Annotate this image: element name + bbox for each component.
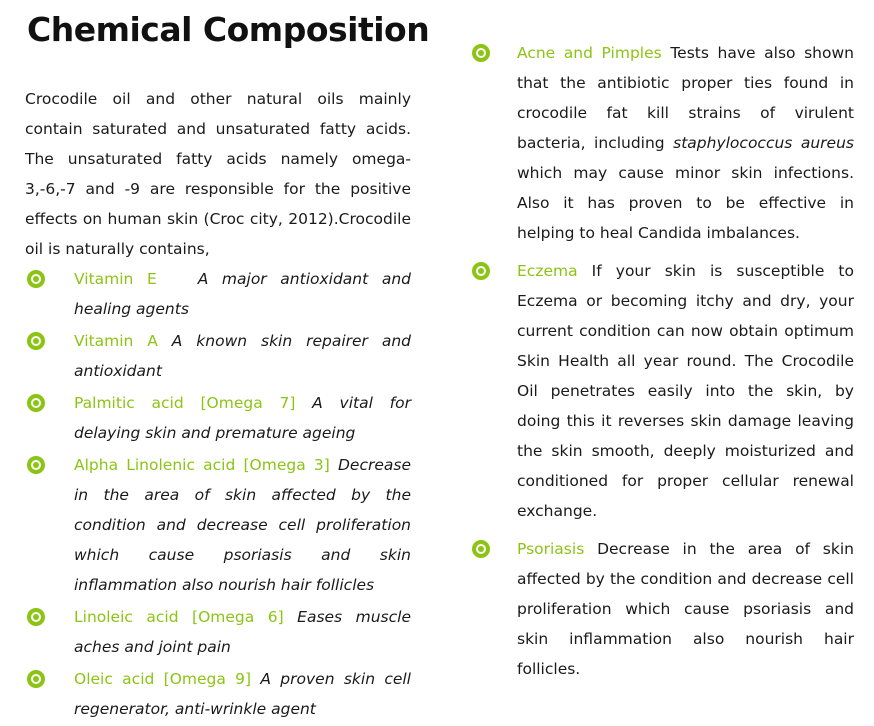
ring-bullet-icon xyxy=(27,608,45,626)
right-column xyxy=(470,38,854,692)
item-term: Vitamin A xyxy=(74,332,158,350)
item-term: Acne and Pimples xyxy=(517,44,662,62)
item-desc: A vital for delaying skin and premature ageing xyxy=(74,394,411,442)
item-term: Alpha Linolenic acid [Omega 3] xyxy=(74,456,330,474)
item-term: Palmitic acid [Omega 7] xyxy=(74,394,296,412)
ring-bullet-icon xyxy=(27,456,45,474)
item-desc: A major antioxidant and healing agents xyxy=(74,270,411,318)
list-item-alpha-linolenic-acid xyxy=(25,450,411,600)
item-desc-before: Tests have also shown that the antibiotic proper ties found in crocodile fat kill strains of virulent bacteria, including xyxy=(517,44,854,152)
ring-bullet-icon xyxy=(27,394,45,412)
list-item-vitamin-e xyxy=(25,264,411,324)
item-term: Vitamin E xyxy=(74,270,157,288)
item-desc: If your skin is susceptible to Eczema or becoming itchy and dry, your current condition can now obtain optimum Skin Health all year round. The Crocodile Oil penetrates easily into the skin, by doing this it reverses skin damage leaving the skin smooth, deeply moisturized and conditioned for proper cellular renewal exchange. xyxy=(517,262,854,520)
list-item-psoriasis xyxy=(470,534,854,684)
ring-bullet-icon xyxy=(27,670,45,688)
list-item-linoleic-acid xyxy=(25,602,411,662)
item-desc-after: which may cause minor skin infections. Also it has proven to be effective in helping to heal Candida imbalances. xyxy=(517,164,854,242)
list-item-oleic-acid xyxy=(25,664,411,724)
list-item-eczema xyxy=(470,256,854,526)
left-column xyxy=(25,10,430,726)
ring-bullet-icon xyxy=(27,270,45,288)
ring-bullet-icon xyxy=(472,540,490,558)
composition-list xyxy=(25,264,411,724)
item-term: Oleic acid [Omega 9] xyxy=(74,670,252,688)
page-title: Chemical Composition xyxy=(27,10,430,49)
list-item-acne-and-pimples xyxy=(470,38,854,248)
species-name: staphylococcus aureus xyxy=(673,134,854,152)
item-desc: Eases muscle aches and joint pain xyxy=(74,608,411,656)
item-term: Psoriasis xyxy=(517,540,585,558)
intro-paragraph: Crocodile oil and other natural oils mainly contain saturated and unsaturated fatty acids. The unsaturated fatty acids namely omega-3,-6,-7 and -9 are responsible for the positive effects on human skin (Croc city, 2012).Crocodile oil is naturally contains, xyxy=(25,90,411,258)
item-desc: Decrease in the area of skin affected by the condition and decrease cell proliferation which cause psoriasis and skin inflammation also nourish hair follicles xyxy=(74,456,411,594)
ring-bullet-icon xyxy=(472,44,490,62)
list-item-palmitic-acid xyxy=(25,388,411,448)
ring-bullet-icon xyxy=(472,262,490,280)
benefits-list xyxy=(470,38,854,684)
ring-bullet-icon xyxy=(27,332,45,350)
item-desc: Decrease in the area of skin affected by the condition and decrease cell proliferation which cause psoriasis and skin inflammation also nourish hair follicles. xyxy=(517,540,854,678)
item-term: Eczema xyxy=(517,262,578,280)
item-term: Linoleic acid [Omega 6] xyxy=(74,608,284,626)
item-desc: A known skin repairer and antioxidant xyxy=(74,332,411,380)
item-desc: A proven skin cell regenerator, anti-wrinkle agent xyxy=(74,670,411,718)
list-item-vitamin-a xyxy=(25,326,411,386)
